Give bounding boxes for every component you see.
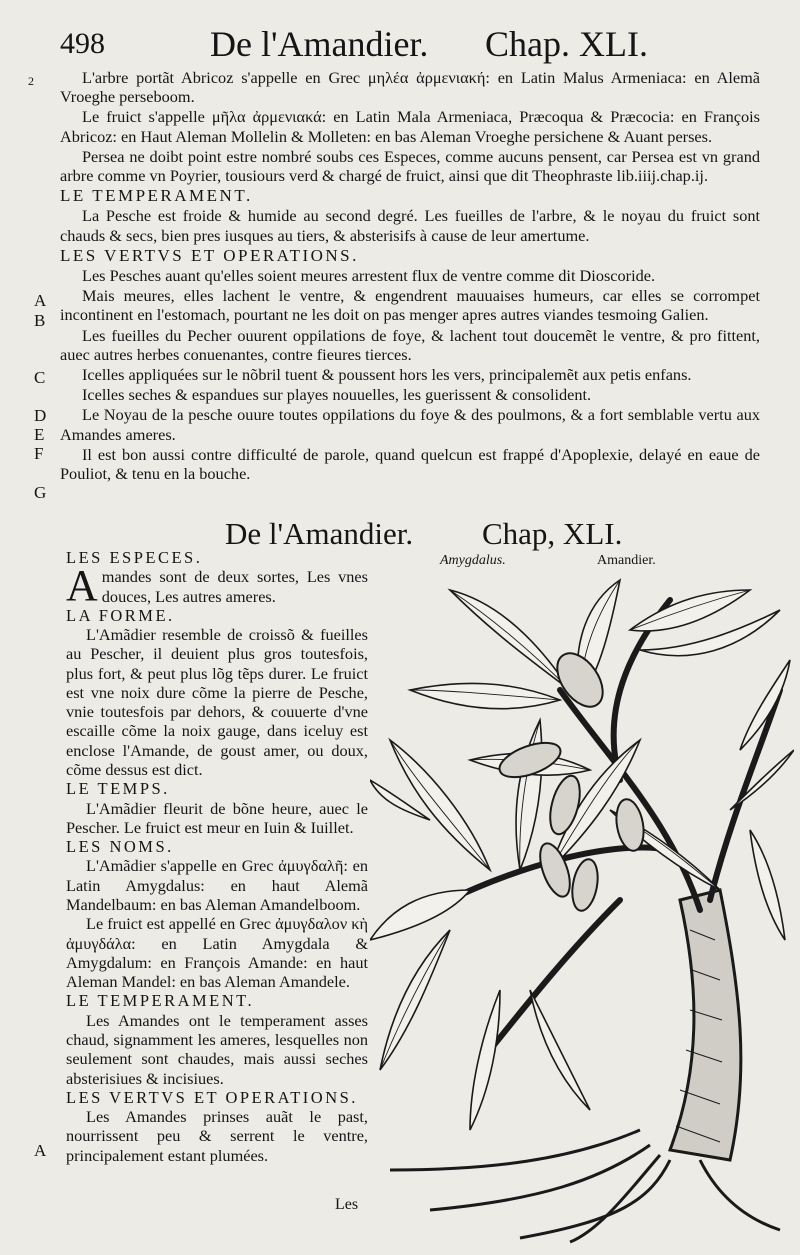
margin-letter: F: [34, 444, 44, 463]
margin-letter: G: [34, 483, 47, 502]
margin-letter: A: [34, 1141, 47, 1160]
paragraph: Les Amandes prinses auãt le past, nourrissent peu & serrent le ventre, principalement estant plumées.: [66, 1107, 368, 1165]
margin-letter: D: [34, 406, 47, 425]
margin-letter: A: [34, 291, 47, 310]
section-heading: LES NOMS.: [66, 837, 174, 857]
vertu-item: Les fueilles du Pecher ouurent oppilations de foye, & lachent tout doucemẽt le ventre, & pro fittent, auec autres herbes conuenantes, contre fieures tierces.: [60, 325, 760, 364]
paragraph: L'arbre portãt Abricoz s'appelle en Grec μηλέα ἀρμενιακή: en Latin Malus Armeniaca: en Alemã Vroeghe perseboom.: [60, 68, 760, 107]
latin-name-caption: Amygdalus.: [440, 553, 506, 568]
paragraph: Le fruict est appellé en Grec ἀμυγδαλον κὴ ἀμυγδάλα: en Latin Amygdala & Amygdalum: en François Amande: en haut Aleman Mandel: en bas Aleman Amandele.: [66, 914, 368, 992]
running-title: De l'Amandier.: [210, 24, 429, 64]
margin-letter: B: [34, 311, 46, 330]
paragraph: Le fruict s'appelle μῆλα ἀρμενιακά: en Latin Mala Armeniaca, Præcoqua & Præcocia: en François Abricoz: en Haut Aleman Mollelin & Molleten: en bas Aleman Vroeghe persichene & Auant perses.: [60, 107, 760, 146]
catchword: Les: [335, 1196, 359, 1213]
page-number: 498: [60, 27, 105, 60]
paragraph: L'Amãdier fleurit de bõne heure, auec le Pescher. Le fruict est meur en Iuin & Iuillet.: [66, 798, 368, 837]
paragraph: La Pesche est froide & humide au second degré. Les fueilles de l'arbre, & le noyau du fruict sont chauds & secs, bien pres iusques au tiers, & absterisifs à cause de leur amertume.: [60, 206, 760, 245]
vertu-item: Il est bon aussi contre difficulté de parole, quand quelcun est frappé d'Apoplexie, delayé en eaue de Pouliot, & tenu en la bouche.: [60, 444, 760, 484]
french-name-caption: Amandier.: [597, 553, 656, 568]
paragraph: L'Amãdier s'appelle en Grec ἀμυγδαλῆ: en Latin Amygdalus: en haut Alemã Mandelbaum: en bas Aleman Amandelboom.: [66, 856, 368, 914]
left-column: [66, 548, 368, 1165]
paragraph: Les Amandes ont le temperament asses chaud, signamment les ameres, lesquelles non seulement sont chaudes, mais aussi seches absterisiues & incisiues.: [66, 1010, 368, 1088]
vertu-item: Icelles seches & espandues sur playes nouuelles, les guerissent & consolident.: [82, 385, 592, 405]
section-heading: LES VERTVS ET OPERATIONS.: [66, 1087, 358, 1107]
paragraph: L'Amãdier resemble de croissõ & fueilles au Pescher, il deuient plus gros toutesfois, plus fort, & peut plus lõg tẽps durer. Le fruict est vne noix dure cõme la pierre de Pesche, vnie toutesfois par dehors, & couuerte d'vne escaille cõme la noix gauge, dans iceluy est enclose l'Amande, de goust amer, ou doux, cõme dessus est dict.: [66, 625, 368, 780]
top-text-block: [60, 68, 760, 484]
paragraph: Persea ne doibt point estre nombré soubs ces Especes, comme aucuns pensent, car Persea est vn grand arbre comme vn Poyrier, tousiours verd & chargé de fruict, ainsi que dit Theophraste lib.iiij.chap.ij.: [60, 146, 760, 186]
vertu-item: Icelles appliquées sur le nõbril tuent & poussent hors les vers, principalemẽt aux petis enfans.: [82, 365, 692, 385]
trunk: [670, 890, 741, 1160]
section-heading: LE TEMPERAMENT.: [66, 991, 255, 1011]
section-heading: LA FORME.: [66, 605, 175, 625]
almond-tree-woodcut: [370, 570, 794, 1246]
vertu-item: Le Noyau de la pesche ouure toutes oppilations du foye & des poulmons, & a fort semblable vertu aux Amandes ameres.: [60, 405, 760, 444]
vertu-item: Mais meures, elles lachent le ventre, & engendrent mauuaises humeurs, car elles se corrompet incontinent en l'estomach, pourtant ne les doit on pas menger apres autres viandes tesmoing Galien.: [60, 286, 760, 325]
chapter-number: Chap, XLI.: [482, 516, 623, 551]
drop-cap: A: [66, 561, 98, 611]
section-heading: LES ESPECES.: [66, 548, 203, 567]
chapter-title: De l'Amandier.: [225, 516, 414, 551]
running-chapter: Chap. XLI.: [485, 24, 648, 64]
section-heading: LE TEMPERAMENT.: [60, 186, 253, 206]
paragraph: [66, 561, 368, 611]
margin-note: 2: [28, 74, 34, 88]
vertu-item: Les Pesches auant qu'elles soient meures arrestent flux de ventre comme dit Dioscoride.: [82, 266, 656, 286]
margin-letter: E: [34, 425, 45, 444]
section-heading: LE TEMPS.: [66, 779, 170, 799]
margin-letter: C: [34, 368, 46, 387]
section-heading: LES VERTVS ET OPERATIONS.: [60, 245, 359, 265]
page-header: [60, 20, 760, 68]
paragraph-text: mandes sont de deux sortes, Les vnes douces, Les autres ameres.: [101, 567, 368, 606]
